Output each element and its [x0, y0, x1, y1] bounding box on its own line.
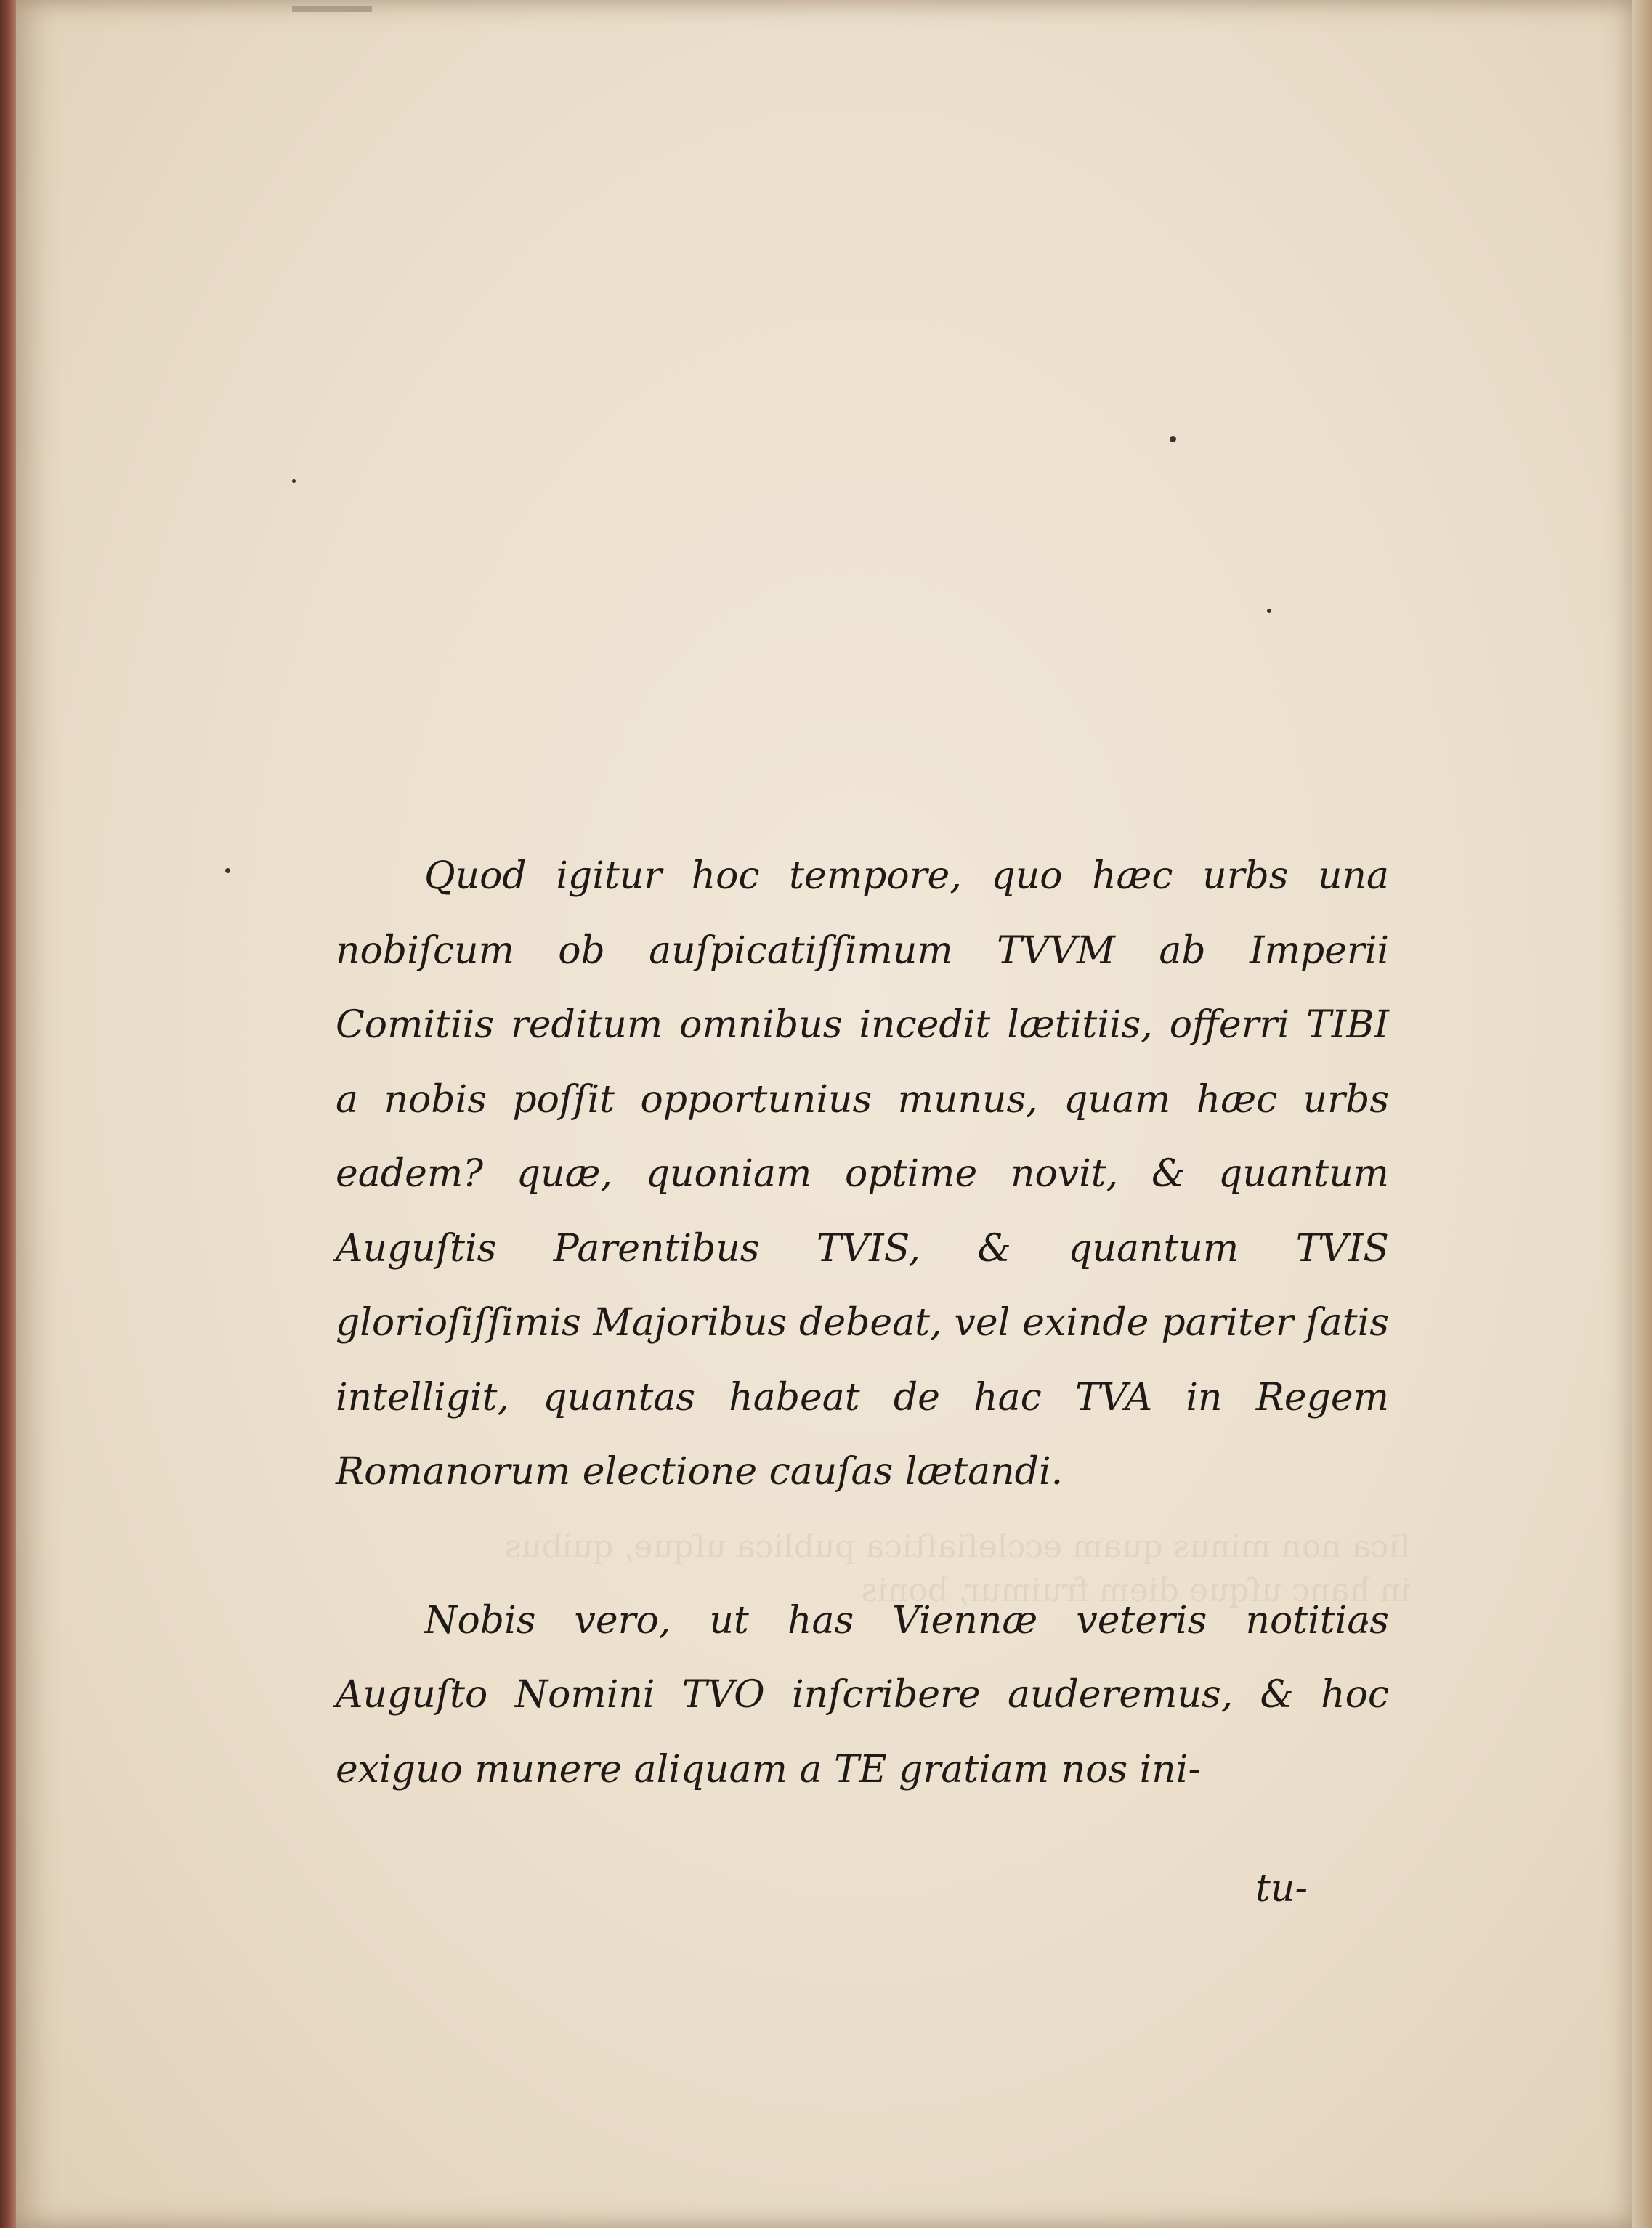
paragraph-2: Nobis vero, ut has Viennæ veteris notitias Auguſto Nomini TVO inſcribere auderemus, & hoc exiguo munere aliquam a TE gratiam nos ini- — [336, 1598, 1389, 1791]
book-page — [16, 0, 1636, 2228]
page-smudge — [292, 6, 372, 12]
catchword: tu- — [1255, 1867, 1308, 1911]
page-speck — [292, 479, 296, 483]
paragraph-1: Quod igitur hoc tempore, quo hæc urbs una nobiſcum ob auſpicatiſſimum TVVM ab Imperii Comitiis reditum omnibus incedit lætitiis, offerri TIBI a nobis poſſit opportunius munus, quam hæc urbs eadem? quæ, quoniam optime novit, & quantum Auguſtis Parentibus TVIS, & quantum TVIS glorioſiſſimis Majoribus debeat, vel exinde pariter ſatis intelligit, quantas habeat de hac TVA in Regem Romanorum electione cauſas lætandi. — [336, 854, 1389, 1494]
page-speck — [1267, 609, 1271, 613]
ink-show-through: ſica non minus quam eccleſiaſtica publica uſque, quibus in hanc uſque diem fruimur, bonis — [504, 1528, 1411, 1609]
page-right-edge — [1632, 0, 1652, 2228]
page-speck — [225, 868, 230, 873]
body-text — [336, 839, 1389, 1807]
page-speck — [1170, 436, 1176, 442]
